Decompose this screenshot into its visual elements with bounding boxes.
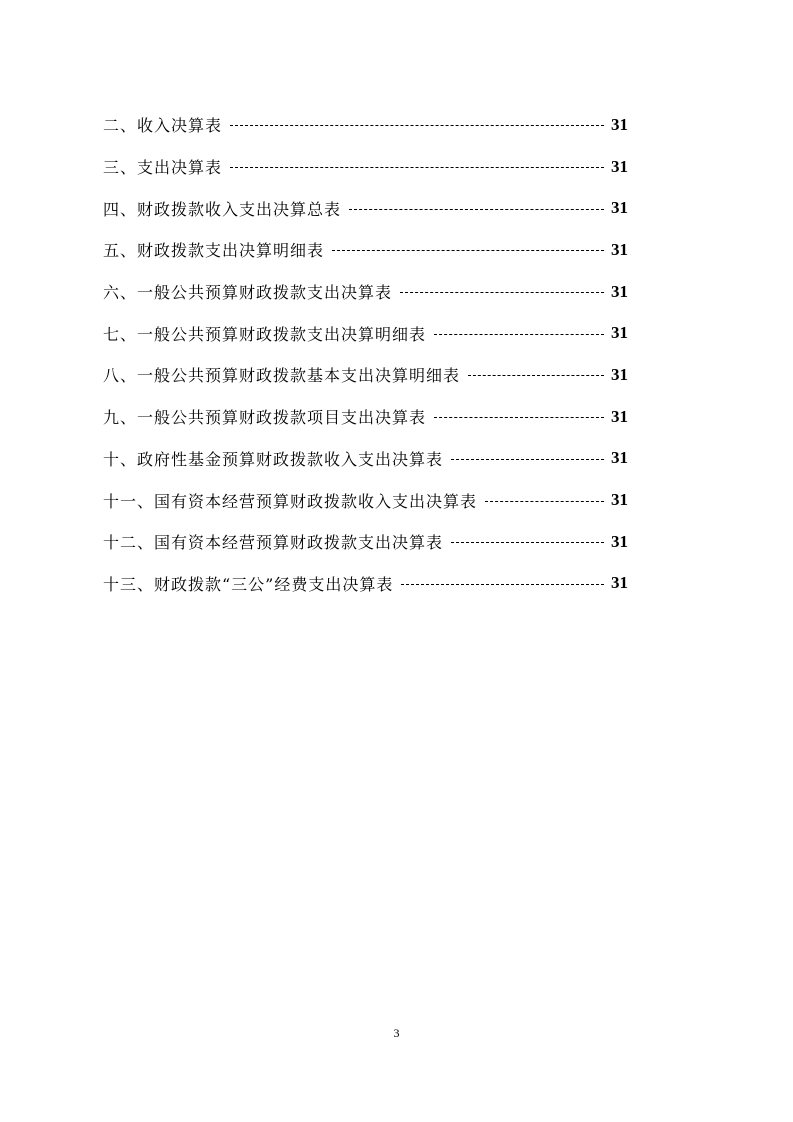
toc-entry-title: 四、财政拨款收入支出决算总表 (103, 199, 342, 219)
toc-entry-title: 八、一般公共预算财政拨款基本支出决算明细表 (103, 366, 461, 386)
toc-entry-title: 七、一般公共预算财政拨款支出决算明细表 (103, 324, 427, 344)
toc-entry-title: 十、政府性基金预算财政拨款收入支出决算表 (103, 449, 444, 469)
toc-entry-title: 十一、国有资本经营预算财政拨款收入支出决算表 (103, 491, 478, 511)
toc-entry-page: 31 (611, 156, 628, 176)
toc-entry-title: 六、一般公共预算财政拨款支出决算表 (103, 283, 393, 303)
toc-entry[interactable] (103, 438, 628, 480)
toc-leader-dashes (485, 501, 604, 502)
toc-entry-page: 31 (611, 114, 628, 134)
toc-entry[interactable] (103, 396, 628, 438)
toc-entry-page: 31 (611, 490, 628, 510)
toc-leader-dashes (230, 167, 604, 168)
toc-entry-page: 31 (611, 406, 628, 426)
page-number: 3 (393, 1026, 400, 1040)
toc-entry-page: 31 (611, 364, 628, 384)
toc-leader-dashes (349, 209, 604, 210)
toc-entry-title: 三、支出决算表 (103, 158, 223, 178)
toc-leader-dashes (434, 417, 604, 418)
toc-entry[interactable] (103, 479, 628, 521)
toc-entry[interactable] (103, 354, 628, 396)
toc-entry[interactable] (103, 312, 628, 354)
toc-entry[interactable] (103, 271, 628, 313)
toc-entry-page: 31 (611, 531, 628, 551)
toc-leader-dashes (400, 292, 604, 293)
toc-entry-title: 九、一般公共预算财政拨款项目支出决算表 (103, 408, 427, 428)
toc-entry-page: 31 (611, 323, 628, 343)
toc-entry-title: 二、收入决算表 (103, 116, 223, 136)
toc-entry[interactable] (103, 563, 628, 605)
toc-leader-dashes (230, 125, 604, 126)
toc-entry[interactable] (103, 187, 628, 229)
toc-entry-title: 五、财政拨款支出决算明细表 (103, 241, 325, 261)
toc-entry[interactable] (103, 104, 628, 146)
toc-entry-page: 31 (611, 281, 628, 301)
toc-entry[interactable] (103, 229, 628, 271)
toc-entry[interactable] (103, 146, 628, 188)
toc-leader-dashes (468, 375, 604, 376)
toc-entry-title: 十二、国有资本经营预算财政拨款支出决算表 (103, 533, 444, 553)
toc-leader-dashes (451, 542, 604, 543)
toc-entry-title: 十三、财政拨款“三公”经费支出决算表 (103, 574, 394, 594)
toc-leader-dashes (332, 250, 604, 251)
toc-entry-page: 31 (611, 573, 628, 593)
toc-entry-page: 31 (611, 239, 628, 259)
toc-leader-dashes (434, 334, 604, 335)
table-of-contents (103, 104, 628, 604)
toc-leader-dashes (451, 459, 604, 460)
toc-entry-page: 31 (611, 448, 628, 468)
toc-entry-page: 31 (611, 198, 628, 218)
toc-leader-dashes (401, 584, 604, 585)
toc-entry[interactable] (103, 521, 628, 563)
